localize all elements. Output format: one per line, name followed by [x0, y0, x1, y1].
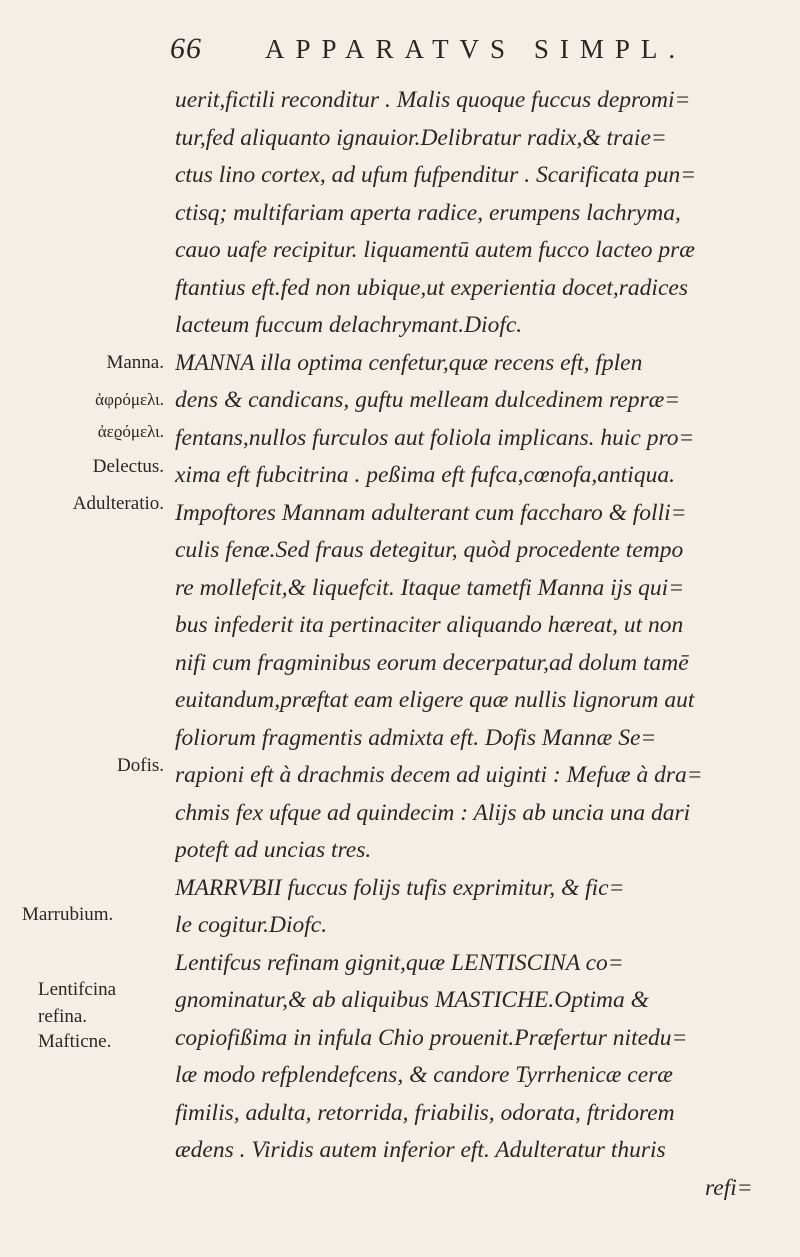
text-line: ctus lino cortex, ad ufum fufpenditur . Scarificata pun=: [175, 162, 697, 188]
text-line: rapioni eft à drachmis decem ad uiginti : Mefuæ à dra=: [175, 762, 703, 788]
text-line: læ modo refplendefcens, & candore Tyrrhenicæ ceræ: [175, 1062, 673, 1088]
margin-note-lentiscina: Lentifcina: [38, 979, 117, 1000]
text-line: nifi cum fragminibus eorum decerpatur,ad dolum tamē: [175, 649, 689, 676]
text-line: lacteum fuccum delachrymant.Diofc.: [175, 312, 523, 338]
margin-note-delectus: Delectus.: [92, 456, 164, 477]
margin-note-greek-1: ἀφρόμελι.: [95, 390, 164, 409]
text-line: copiofißima in infula Chio prouenit.Præfertur nitedu=: [175, 1024, 688, 1051]
body-text: [175, 82, 795, 1207]
page-number: 66: [170, 32, 202, 65]
text-line: euitandum,præftat eam eligere quæ nullis lignorum aut: [175, 687, 695, 713]
text-line: bus infederit ita pertinaciter aliquando hæreat, ut non: [175, 612, 684, 638]
text-line: cauo uafe recipitur. liquamentū autem fucco lacteo præ: [175, 237, 695, 263]
text-line: ctisq; multifariam aperta radice, erumpens lachryma,: [175, 199, 681, 226]
text-line: poteft ad uncias tres.: [175, 837, 372, 863]
text-line: dens & candicans, guftu melleam dulcedinem repræ=: [175, 387, 681, 413]
text-line: foliorum fragmentis admixta eft. Dofis Mannæ Se=: [175, 724, 657, 751]
margin-note-adulteratio: Adulteratio.: [72, 493, 164, 514]
text-line: culis fenæ.Sed fraus detegitur, quòd procedente tempo: [175, 537, 684, 563]
text-line: fimilis, adulta, retorrida, friabilis, odorata, ftridorem: [175, 1099, 675, 1126]
margin-note-marrubium: Marrubium.: [22, 904, 114, 925]
text-line: tur,fed aliquanto ignauior.Delibratur radix,& traie=: [175, 124, 667, 151]
margin-note-resina: refina.: [38, 1006, 88, 1027]
margin-note-greek-2: ἀεϱόμελι.: [97, 422, 164, 441]
text-line: fentans,nullos furculos aut foliola implicans. huic pro=: [175, 424, 695, 451]
margin-note-dosis: Dofis.: [117, 755, 164, 776]
text-line: re mollefcit,& liquefcit. Itaque tametfi Manna ijs qui=: [175, 574, 685, 601]
text-line: xima eft fubcitrina . peßima eft fufca,cœnofa,antiqua.: [175, 462, 675, 488]
text-line: ædens . Viridis autem inferior eft. Adulteratur thuris: [175, 1137, 666, 1163]
text-line: uerit,fictili reconditur . Malis quoque fuccus depromi=: [175, 87, 691, 113]
running-title: APPARATVS SIMPL.: [265, 34, 687, 64]
text-line: Lentifcus refinam gignit,quæ LENTISCINA co=: [175, 949, 624, 976]
margin-note-manna: Manna.: [106, 352, 164, 373]
text-line: gnominatur,& ab aliquibus MASTICHE.Optima &: [175, 987, 649, 1013]
text-line: ftantius eft.fed non ubique,ut experientia docet,radices: [175, 274, 688, 301]
text-line: le cogitur.Diofc.: [175, 912, 328, 938]
text-line: MANNA illa optima cenfetur,quæ recens eft, fplen: [175, 349, 643, 376]
text-line: MARRVBII fuccus folijs tufis exprimitur, & fic=: [175, 874, 625, 901]
text-line: Impoftores Mannam adulterant cum faccharo & folli=: [175, 499, 687, 526]
text-line: refi=: [705, 1174, 753, 1201]
page-header: [0, 32, 800, 72]
margin-note-mastiche: Mafticne.: [38, 1031, 112, 1052]
text-line: chmis fex ufque ad quindecim : Alijs ab uncia una dari: [175, 799, 691, 826]
